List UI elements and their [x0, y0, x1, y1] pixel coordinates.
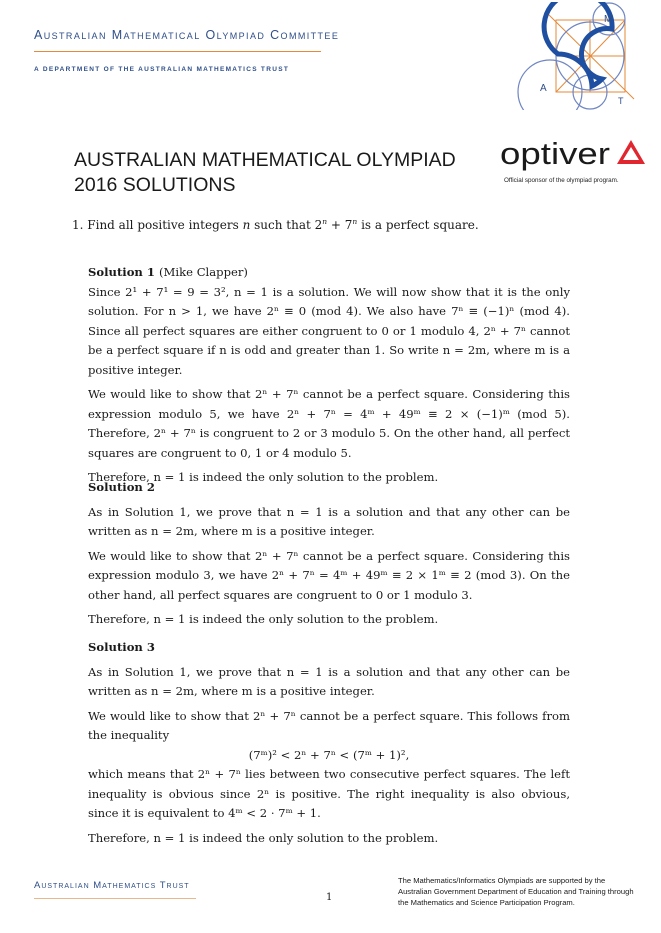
- solution-1: [88, 263, 570, 488]
- logo-letter-m: M: [604, 14, 613, 25]
- problem-statement: 1. Find all positive integers n such that $2^n + 7^n$ is a perfect square.: [72, 217, 479, 232]
- display-equation: (7ᵐ)² < 2ⁿ + 7ⁿ < (7ᵐ + 1)²,: [248, 747, 410, 762]
- optiver-wordmark: optiver: [500, 136, 610, 171]
- solution-paragraph: Since 2¹ + 7¹ = 9 = 3², n = 1 is a solution. We will now show that it is the only solution. For n > 1, we have 2ⁿ ≡ 0 (mod 4). We also have 7ⁿ ≡ (−1)ⁿ (mod 4). Since all perfect squares are either congruent to 0 or 1 modulo 4, 2ⁿ + 7ⁿ cannot be a perfect square if n is odd and greater than 1. So write n = 2m, where m is a positive integer.: [88, 284, 570, 377]
- solution-heading: Solution 3: [88, 640, 155, 654]
- solution-2: [88, 478, 570, 630]
- logo-letter-a: A: [540, 83, 547, 94]
- committee-header: Australian Mathematical Olympiad Committee: [34, 28, 340, 42]
- header-divider: [34, 51, 321, 52]
- problem-number: 1.: [72, 218, 84, 232]
- solution-heading: Solution 1 (Mike Clapper): [88, 265, 248, 279]
- solution-paragraph: As in Solution 1, we prove that n = 1 is a solution and that any other can be written as n = 2m, where m is a positive integer.: [88, 504, 570, 538]
- title-line-1: AUSTRALIAN MATHEMATICAL OLYMPIAD: [74, 149, 456, 171]
- amt-logo-icon: [512, 2, 652, 110]
- solution-3: [88, 638, 570, 848]
- logo-letter-t: T: [618, 96, 624, 106]
- title-line-2: 2016 SOLUTIONS: [74, 174, 236, 196]
- sponsor-tagline: Official sponsor of the olympiad program.: [504, 177, 619, 184]
- footer-trust-name: Australian Mathematics Trust: [34, 880, 190, 891]
- solution-paragraph: We would like to show that 2ⁿ + 7ⁿ cannot be a perfect square. This follows from the inequality: [88, 708, 570, 742]
- solution-conclusion: Therefore, n = 1 is indeed the only solution to the problem.: [88, 612, 439, 626]
- solution-conclusion: Therefore, n = 1 is indeed the only solution to the problem.: [88, 830, 439, 845]
- optiver-logo-icon: [500, 136, 650, 172]
- solution-conclusion: Therefore, n = 1 is indeed the only solution to the problem.: [88, 470, 439, 484]
- solution-paragraph: As in Solution 1, we prove that n = 1 is a solution and that any other can be written as n = 2m, where m is a positive integer.: [88, 664, 570, 698]
- solution-author: (Mike Clapper): [159, 265, 248, 279]
- document-title: [74, 148, 456, 198]
- page-number: 1: [326, 892, 333, 903]
- solution-paragraph: which means that 2ⁿ + 7ⁿ lies between two consecutive perfect squares. The left inequality is obvious since 2ⁿ is positive. The right inequality is also obvious, since it is equivalent to 4ᵐ < 2 · 7ᵐ + 1.: [88, 767, 570, 820]
- footer-support-note: The Mathematics/Informatics Olympiads are supported by the Australian Government Department of Education and Training through the Mathematics and Science Participation Program.: [398, 876, 634, 907]
- solution-paragraph: We would like to show that 2ⁿ + 7ⁿ cannot be a perfect square. Considering this expression modulo 5, we have 2ⁿ + 7ⁿ = 4ᵐ + 49ᵐ ≡ 2 × (−1)ᵐ (mod 5). Therefore, 2ⁿ + 7ⁿ is congruent to 2 or 3 modulo 5. On the other hand, all perfect squares are congruent to 0, 1 or 4 modulo 5.: [88, 387, 570, 460]
- solution-heading: Solution 2: [88, 480, 155, 494]
- department-subtitle: A DEPARTMENT OF THE AUSTRALIAN MATHEMATICS TRUST: [34, 66, 290, 73]
- solution-paragraph: We would like to show that 2ⁿ + 7ⁿ cannot be a perfect square. Considering this expression modulo 3, we have 2ⁿ + 7ⁿ = 4ᵐ + 49ᵐ ≡ 2 × 1ᵐ ≡ 2 (mod 3). On the other hand, all perfect squares are congruent to 0 or 1 modulo 3.: [88, 548, 570, 602]
- footer-divider: [34, 898, 196, 899]
